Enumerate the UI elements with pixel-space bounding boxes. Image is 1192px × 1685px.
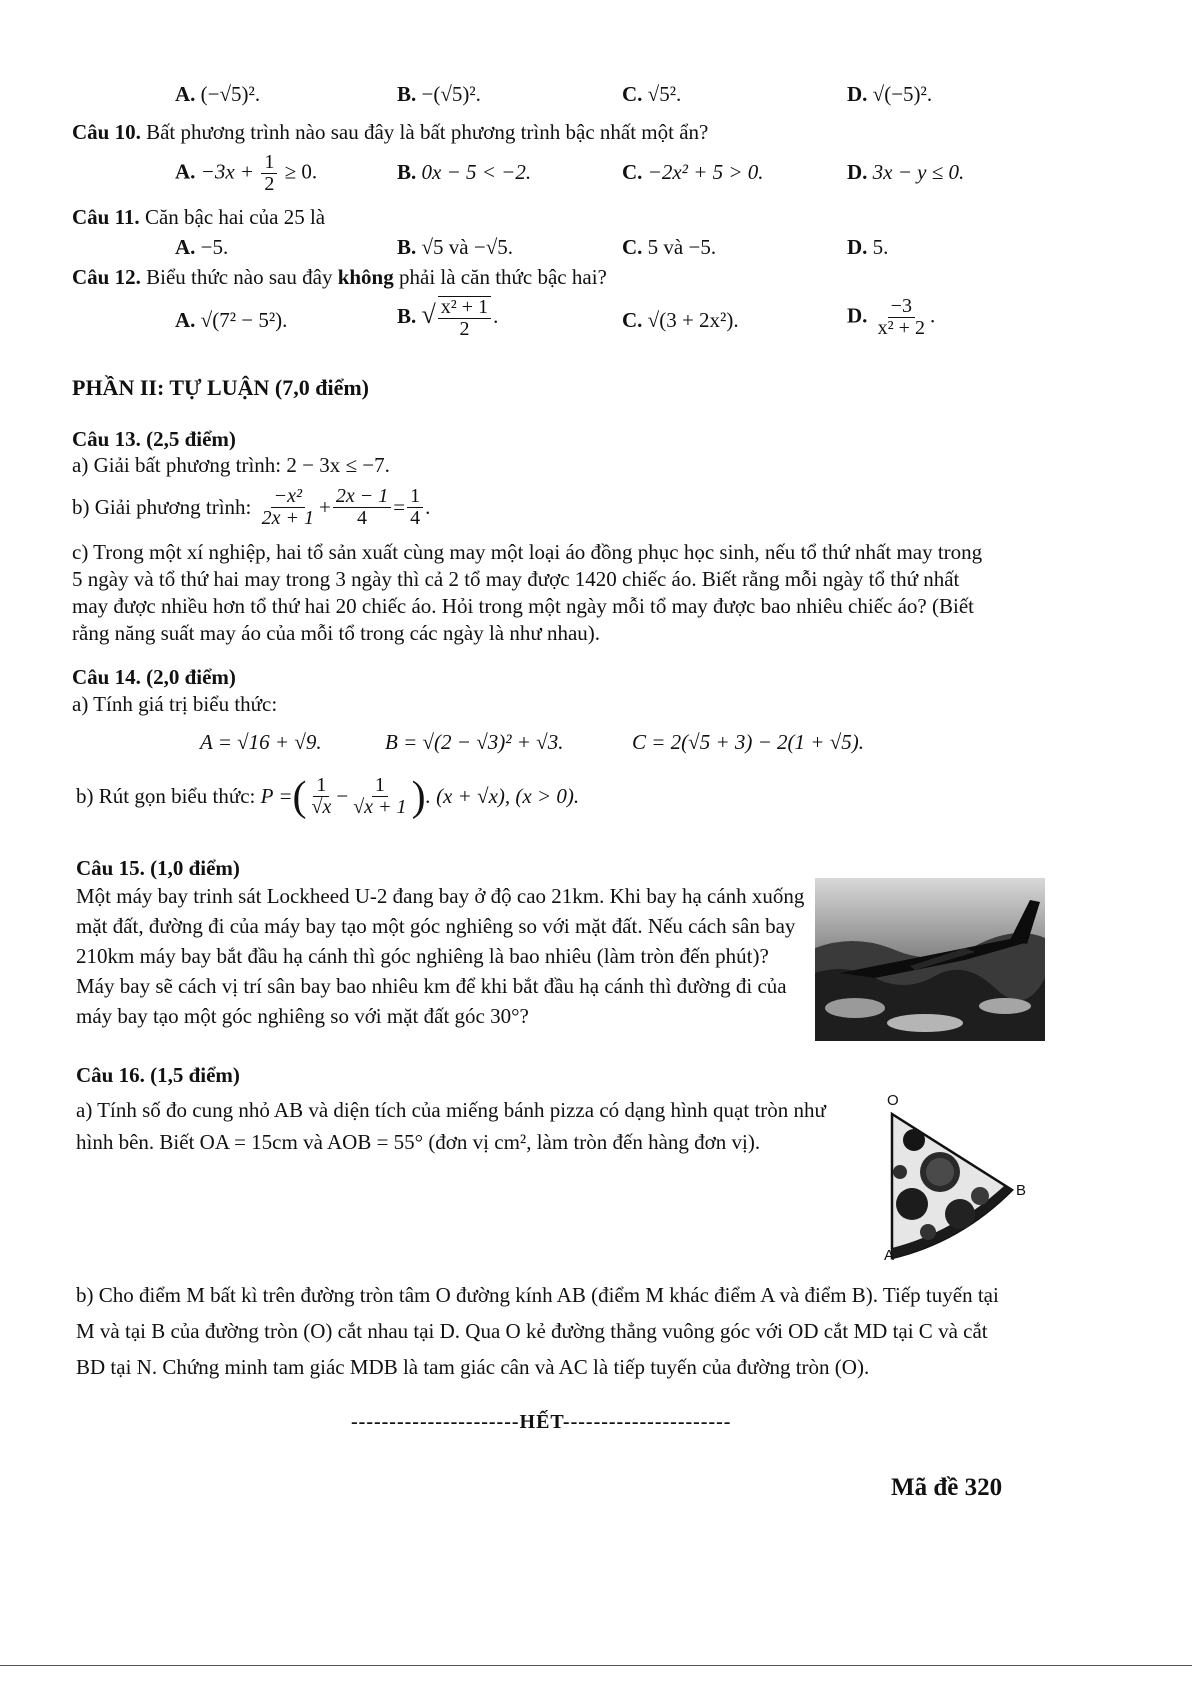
q10-option-b: B. 0x − 5 < −2. (397, 160, 532, 184)
exam-code: Mã đề 320 (891, 1474, 1003, 1501)
q12-option-b: B. √ $\frac{\text{x² + 1}}{2}$ . (397, 296, 499, 340)
q14-title: Câu 14. (2,0 điểm) (72, 665, 236, 689)
q13-title: Câu 13. (2,5 điểm) (72, 427, 236, 451)
q15-text: Một máy bay trinh sát Lockheed U-2 đang bay ở độ cao 21km. Khi bay hạ cánh xuống mặt đất, đường đi của máy bay tạo một góc nghiêng so với mặt đất. Nếu cách sân bay 210km máy bay bắt đầu hạ cánh thì góc nghiêng là bao nhiêu (làm tròn đến phút)? Máy bay sẽ cách vị trí sân bay bao nhiêu km để khi bắt đầu hạ cánh thì đường đi của máy bay tạo một góc nghiêng so với mặt đất góc 30°? (76, 884, 805, 1028)
q11-stem: Câu 11. Căn bậc hai của 25 là (72, 205, 326, 229)
q9-option-a: A. (−√5)². (175, 82, 261, 106)
q13-part-a: a) Giải bất phương trình: 2 − 3x ≤ −7. (72, 453, 390, 477)
q15-title: Câu 15. (1,0 điểm) (76, 856, 240, 880)
pizza-sector-figure (880, 1092, 1035, 1272)
q10-option-c: C. −2x² + 5 > 0. (622, 160, 764, 184)
q12-option-a: A. √(7² − 5²). (175, 308, 288, 332)
label-b: B (1016, 1182, 1027, 1199)
q16-part-b: b) Cho điểm M bất kì trên đường tròn tâm O đường kính AB (điểm M khác điểm A và điểm B). Tiếp tuyến tại M và tại B của đường tròn (O) cắt nhau tại D. Qua O kẻ đường thẳng vuông góc với OD cắt MD tại C và cắt BD tại N. Chứng minh tam giác MDB là tam giác cân và AC là tiếp tuyến của đường tròn (O). (76, 1283, 999, 1379)
q13-part-c: c) Trong một xí nghiệp, hai tổ sản xuất cùng may một loại áo đồng phục học sinh, nếu tổ thứ nhất may trong 5 ngày và tổ thứ hai may trong 3 ngày thì cả 2 tổ may được 1420 chiếc áo. Biết rằng mỗi ngày tổ thứ nhất may được nhiều hơn tổ thứ hai 20 chiếc áo. Hỏi trong một ngày mỗi tổ may được bao nhiêu chiếc áo? (Biết rằng năng suất may áo của mỗi tổ trong các ngày là như nhau). (72, 540, 983, 645)
part2-heading: PHẦN II: TỰ LUẬN (7,0 điểm) (72, 375, 369, 400)
q12-option-d: D. $\frac{-3}{\text{x² + 2}}$ . (847, 295, 936, 339)
q16-title: Câu 16. (1,5 điểm) (76, 1063, 240, 1087)
q12-stem: Câu 12. Biểu thức nào sau đây không phải là căn thức bậc hai? (72, 265, 607, 289)
q9-option-d: D. √(−5)². (847, 82, 933, 106)
q14-part-b: b) Rút gọn biểu thức: P = ( $\frac{1}{√x}$ − $\frac{1}{√x + 1}$ ) . (x + √x), (x > 0). (76, 773, 580, 820)
q11-option-b: B. √5 và −√5. (397, 235, 513, 259)
q14-expr-a: A = √16 + √9. (200, 730, 322, 754)
airplane-photo (815, 878, 1045, 1041)
q11-option-c: C. 5 và −5. (622, 235, 717, 259)
q10-option-a: A. −3x + $\frac{1}{2}$ ≥ 0. (175, 151, 318, 195)
q14-expr-b: B = √(2 − √3)² + √3. (385, 730, 564, 754)
q10-option-d: D. 3x − y ≤ 0. (847, 160, 965, 184)
q10-stem: Câu 10. Bất phương trình nào sau đây là bất phương trình bậc nhất một ẩn? (72, 120, 709, 144)
q11-option-d: D. 5. (847, 235, 889, 259)
q9-option-c: C. √5². (622, 82, 682, 106)
q13-part-b: b) Giải phương trình: $\frac{\text{−x²}}{2x + 1}$ + $\frac{2x - 1}{4}$ = $\frac{1}{4}$ . (72, 485, 431, 529)
label-o: O (887, 1092, 899, 1109)
q11-option-a: A. −5. (175, 235, 229, 259)
label-a: A (884, 1247, 895, 1264)
q12-option-c: C. √(3 + 2x²). (622, 308, 739, 332)
end-marker: ----------------------HẾT---------------------- (351, 1411, 732, 1433)
q16-part-a: a) Tính số đo cung nhỏ AB và diện tích của miếng bánh pizza có dạng hình quạt tròn như hình bên. Biết OA = 15cm và AOB = 55° (đơn vị cm², làm tròn đến hàng đơn vị). (76, 1098, 826, 1154)
q14-expr-c: C = 2(√5 + 3) − 2(1 + √5). (632, 730, 864, 754)
bottom-rule (0, 1665, 1192, 1666)
q14-part-a: a) Tính giá trị biểu thức: (72, 692, 278, 716)
q9-option-b: B. −(√5)². (397, 82, 481, 106)
